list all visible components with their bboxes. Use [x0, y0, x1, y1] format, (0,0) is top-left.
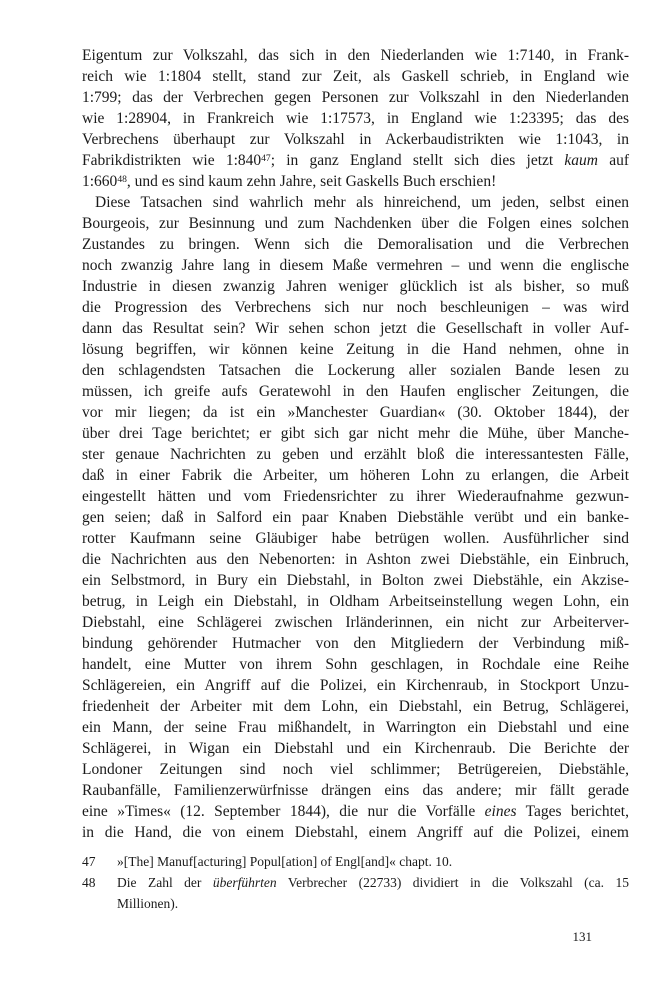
text-line: daß in einer Fabrik die Arbeiter, um höheren Lohn zu erlangen, die Arbeit [82, 467, 629, 484]
text-line: ein Selbstmord, in Bury ein Diebstahl, in Bolton zwei Diebstähle, ein Akzise- [82, 572, 629, 589]
footnote-text [117, 872, 629, 914]
italic-text: eines [484, 803, 517, 820]
text-line: in die Hand, die von einem Diebstahl, einem Angriff auf die Polizei, einem [82, 824, 629, 841]
text-line: Diese Tatsachen sind wahrlich mehr als hinreichend, um jeden, selbst einen [95, 194, 629, 211]
text-line: Verbrechens überhaupt zur Volkszahl in Ackerbaudistrikten wie 1:1043, in [82, 131, 629, 148]
text-line: Eigentum zur Volkszahl, das sich in den Niederlanden wie 1:7140, in Frank- [82, 47, 629, 64]
main-text [82, 45, 629, 843]
footnote-number: 48 [82, 875, 96, 890]
text-line: ein Mann, der seine Frau mißhandelt, in Warrington ein Diebstahl und eine [82, 719, 629, 736]
text-block [82, 45, 629, 914]
footnote [82, 872, 629, 914]
text-line: Diebstahl, eine Schlägerei zwischen Irländerinnen, ein nicht zur Arbeiterver- [82, 614, 629, 631]
text-line: Schlägerei, in Wigan ein Diebstahl und ein Kirchenraub. Die Berichte der [82, 740, 629, 757]
text-line: müssen, ich greife aufs Geratewohl in den Haufen englischer Zeitungen, die [82, 383, 629, 400]
footnotes [82, 851, 629, 914]
text-line: Raubanfälle, Familienzerwürfnisse drängen eins das andere; mir fällt gerade [82, 782, 629, 799]
footnote-number: 47 [82, 854, 96, 869]
italic-text: kaum [564, 152, 598, 169]
text-line: gen seien; daß in Salford ein paar Knaben Diebstähle verübt und ein banke- [82, 509, 629, 526]
text-line: handelt, eine Mutter von ihrem Sohn geschlagen, in Rochdale eine Reihe [82, 656, 629, 673]
text-line: friedenheit der Arbeiter mit dem Lohn, ein Diebstahl, ein Betrug, Schlägerei, [82, 698, 629, 715]
text-line: Zustandes zu bringen. Wenn sich die Demoralisation und die Verbrechen [82, 236, 629, 253]
text-line: eine »Times« (12. September 1844), die nur die Vorfälle eines Tages berichtet, [82, 803, 629, 820]
text-line: Industrie in diesen zwanzig Jahren weniger glücklich ist als bisher, so muß [82, 278, 629, 295]
text-line: die Progression des Verbrechens sich nur noch beschleunigen – was wird [82, 299, 629, 316]
paragraph [82, 45, 629, 192]
italic-text: überführten [212, 875, 277, 890]
text-line: dann das Resultat sein? Wir sehen schon jetzt die Gesellschaft in voller Auf- [82, 320, 629, 337]
text-line: die Nachrichten aus den Nebenorten: in Ashton zwei Diebstähle, ein Einbruch, [82, 551, 629, 568]
footnote [82, 851, 629, 872]
text-line: reich wie 1:1804 stellt, stand zur Zeit, als Gaskell schrieb, in England wie [82, 68, 629, 85]
text-line: »[The] Manuf[acturing] Popul[ation] of Engl[and]« chapt. 10. [117, 854, 453, 869]
text-line: Bourgeois, zur Besinnung und zum Nachdenken über die Folgen eines solchen [82, 215, 629, 232]
text-line: Londoner Zeitungen sind noch viel schlimmer; Betrügereien, Diebstähle, [82, 761, 629, 778]
footnote-reference: 47 [261, 152, 271, 164]
text-line: Fabrikdistrikten wie $1:840^{47}$; in ganz England stellt sich dies jetzt kaum auf [82, 152, 630, 169]
text-line: rotter Kaufmann seine Gläubiger habe betrügen wollen. Ausführlicher sind [82, 530, 629, 547]
footnote-text [117, 851, 629, 872]
text-line: eingestellt hätten und vom Friedensrichter zu ihrer Wiederaufnahme gezwun- [82, 488, 629, 505]
text-line: über drei Tage berichtet; er gibt sich gar nicht mehr die Mühe, über Manche- [82, 425, 629, 442]
text-line: Die Zahl der überführten Verbrecher (22733) dividiert in die Volkszahl (ca. 15 [117, 875, 629, 890]
text-line: den schlagendsten Tatsachen die Lockerung aller sozialen Bande lesen zu [82, 362, 629, 379]
text-line: noch zwanzig Jahre lang in diesem Maße vermehren – und wenn die englische [82, 257, 629, 274]
text-line: bindung gehörender Hutmacher von den Mitgliedern der Verbindung miß- [82, 635, 629, 652]
text-line: wie 1:28904, in Frankreich wie 1:17573, in England wie 1:23395; das des [82, 110, 629, 127]
paragraph [82, 192, 629, 843]
text-line: vor mir liegen; da ist ein »Manchester Guardian« (30. Oktober 1844), der [82, 404, 629, 421]
text-line: $1:660^{48}$, und es sind kaum zehn Jahre, seit Gaskells Buch erschien! [82, 173, 497, 190]
text-line: lösung begriffen, wir können keine Zeitung in die Hand nehmen, ohne in [82, 341, 629, 358]
text-line: 1:799; das der Verbrechen gegen Personen zur Volkszahl in den Niederlanden [82, 89, 629, 106]
text-line: Schlägereien, ein Angriff auf die Polizei, ein Kirchenraub, in Stockport Unzu- [82, 677, 629, 694]
page-number: 131 [572, 929, 592, 944]
footnote-reference: 48 [117, 173, 127, 185]
text-line: betrug, in Leigh ein Diebstahl, in Oldham Arbeitseinstellung wegen Lohn, ein [82, 593, 629, 610]
text-line: ster genaue Nachrichten zu geben und erzählt bloß die interessantesten Fälle, [82, 446, 629, 463]
text-line: Millionen). [117, 896, 179, 911]
